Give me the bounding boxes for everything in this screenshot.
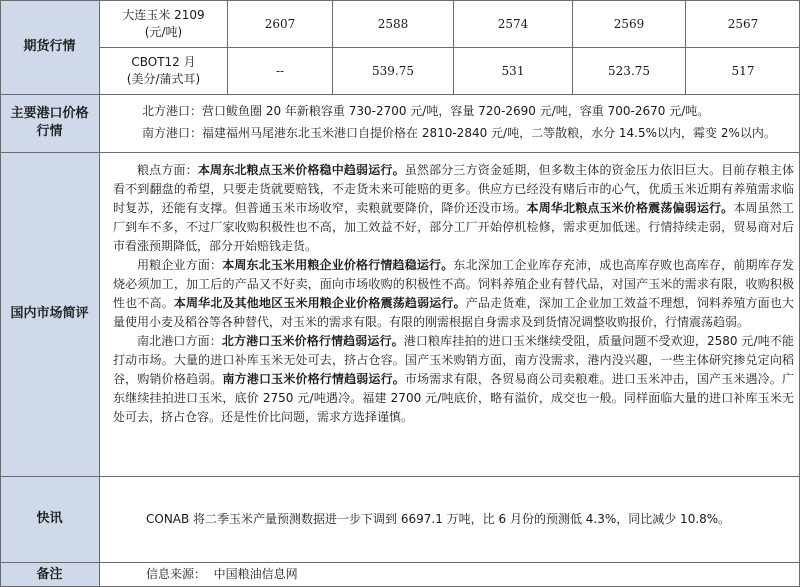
notes-text: 信息来源： 中国粮油信息网: [146, 567, 298, 581]
port-price-label-text: 主要港口价格行情: [10, 106, 89, 139]
grid-line: [332, 0, 333, 94]
port-south: 南方港口：福建福州马尾港东北玉米港口自提价格在 2810-2840 元/吨，二等散粮，水分 14.5%以内，霉变 2%以内。: [142, 126, 776, 140]
futures-row-1-name-line2: (元/吨): [144, 24, 183, 39]
para-highlight: 南方港口玉米价格行情趋弱运行。: [222, 372, 405, 386]
futures-label: 期货行情: [0, 0, 99, 94]
futures-row-2-value: 531: [501, 64, 525, 78]
grid-line: [453, 0, 454, 94]
para-text: 本周虽然工厂到车不多，不过厂家收购积极性也不高，加工效益不好，部分工厂开始停机检修，需求更加低迷。行情持续走弱，贸易商对后市看涨预期降低，部分开始赔钱走货。: [113, 201, 794, 253]
futures-row-2-name-line2: (美分/蒲式耳): [126, 72, 201, 86]
para-highlight: 本周东北玉米用粮企业价格行情趋稳运行。: [222, 258, 454, 272]
grid-line: [99, 0, 100, 587]
para-text: 虽然部分三方资金延期，但多数主体的资金压力依旧巨大。目前存粮主体看不到翻盘的希望，只要走货就要赔钱，不走货未来可能赔的更多。供应方已经没有赌后市的心气，优质玉米近期有养殖需求临时复苏，还能有支撑。但普通玉米市场收窄，卖粮就要降价，降价还没市场。: [113, 163, 794, 215]
news-text: CONAB 将二季玉米产量预测数据进一步下调到 6697.1 万吨，比 6 月份的预测低 4.3%，同比减少 10.8%。: [146, 511, 731, 526]
futures-row-2-name-line1: CBOT12 月: [131, 55, 196, 69]
para-text: 用粮企业方面：: [137, 258, 223, 272]
grain-point-paragraph: [113, 161, 794, 256]
grid-line: [0, 152, 800, 153]
para-text: 市场需求有限，各贸易商公司卖粮难。进口玉米冲击，国产玉米遇冷。广东继续挂拍进口玉米，底价 2750 元/吨遇冷。福建 2700 元/吨底价，略有溢价，成交也一般。同样面临大量的进口补库玉米无处可去，挤占仓容。还是性价比问题，需求方选择谨慎。: [113, 372, 794, 424]
news-label: 快讯: [0, 476, 99, 562]
para-text: 粮点方面：: [137, 163, 198, 177]
domestic-market-label: 国内市场简评: [0, 152, 99, 476]
futures-row-2-value: 517: [731, 64, 755, 78]
para-highlight: 本周东北粮点玉米价格稳中趋弱运行。: [197, 163, 405, 177]
futures-row-2-value: 539.75: [372, 64, 414, 78]
para-highlight: 北方港口玉米价格行情趋弱运行。: [221, 334, 404, 348]
notes-content: [100, 562, 800, 587]
grid-line: [0, 476, 800, 477]
port-paragraph: [113, 332, 794, 427]
grid-line: [0, 562, 800, 563]
port-north: 北方港口：营口鲅鱼圈 20 年新粮容重 730-2700 元/吨，容量 720-2690 元/吨，容重 700-2670 元/吨。: [142, 104, 710, 118]
futures-row-1-value: 2567: [727, 16, 759, 31]
grid-line: [572, 0, 573, 94]
futures-row-2-value: 523.75: [608, 64, 650, 78]
para-text: 东北深加工企业库存充沛，成也高库存败也高库存，前期库存发烧必须加工，加工后的产品又不好卖，面向市场收购的积极性不高。饲料养殖企业有替代品，对国产玉米的需求有限，收购积极性也不高。: [113, 258, 794, 310]
futures-row-1-value: 2574: [497, 16, 529, 31]
grid-line: [685, 0, 686, 94]
grid-line: [227, 0, 228, 94]
port-price-content: [106, 97, 794, 151]
para-text: 南北港口方面：: [137, 334, 222, 348]
grid-line: [100, 47, 800, 48]
domestic-market-content: [113, 161, 794, 471]
grid-line: [0, 0, 800, 1]
enterprise-paragraph: [113, 256, 794, 332]
futures-row-1-name: [100, 0, 227, 47]
futures-row-1-name-line1: 大连玉米 2109: [122, 7, 205, 22]
grid-line: [0, 94, 800, 95]
futures-row-2-name: [100, 48, 227, 94]
para-highlight: 本周华北粮点玉米价格震荡偏弱运行。: [526, 201, 734, 215]
futures-row-1-value: 2588: [377, 16, 409, 31]
grid-line: [0, 0, 1, 587]
para-text: 产品走货难，深加工企业加工效益不理想，饲料养殖方面也大量使用小麦及稻谷等各种替代，对玉米的需求有限。有限的刚需根据自身需求及到货情况调整收购报价，行情震荡趋弱。: [113, 296, 794, 329]
futures-row-1-value: 2607: [264, 16, 296, 31]
port-price-label: [0, 94, 99, 152]
futures-row-1-value: 2569: [613, 16, 645, 31]
notes-label: 备注: [0, 562, 99, 587]
news-content: [100, 476, 800, 562]
futures-row-2-value: --: [275, 64, 285, 78]
para-text: 港口粮库挂拍的进口玉米继续受阻，质量问题不受欢迎，2580 元/吨不能打动市场。大量的进口补库玉米无处可去，挤占仓容。国产玉米购销方面，南方没需求，港内没兴趣，一些主体研究掺兑定向稻谷，购销价格趋弱。: [113, 334, 794, 386]
para-highlight: 本周华北及其他地区玉米用粮企业价格震荡趋弱运行。: [173, 296, 466, 310]
